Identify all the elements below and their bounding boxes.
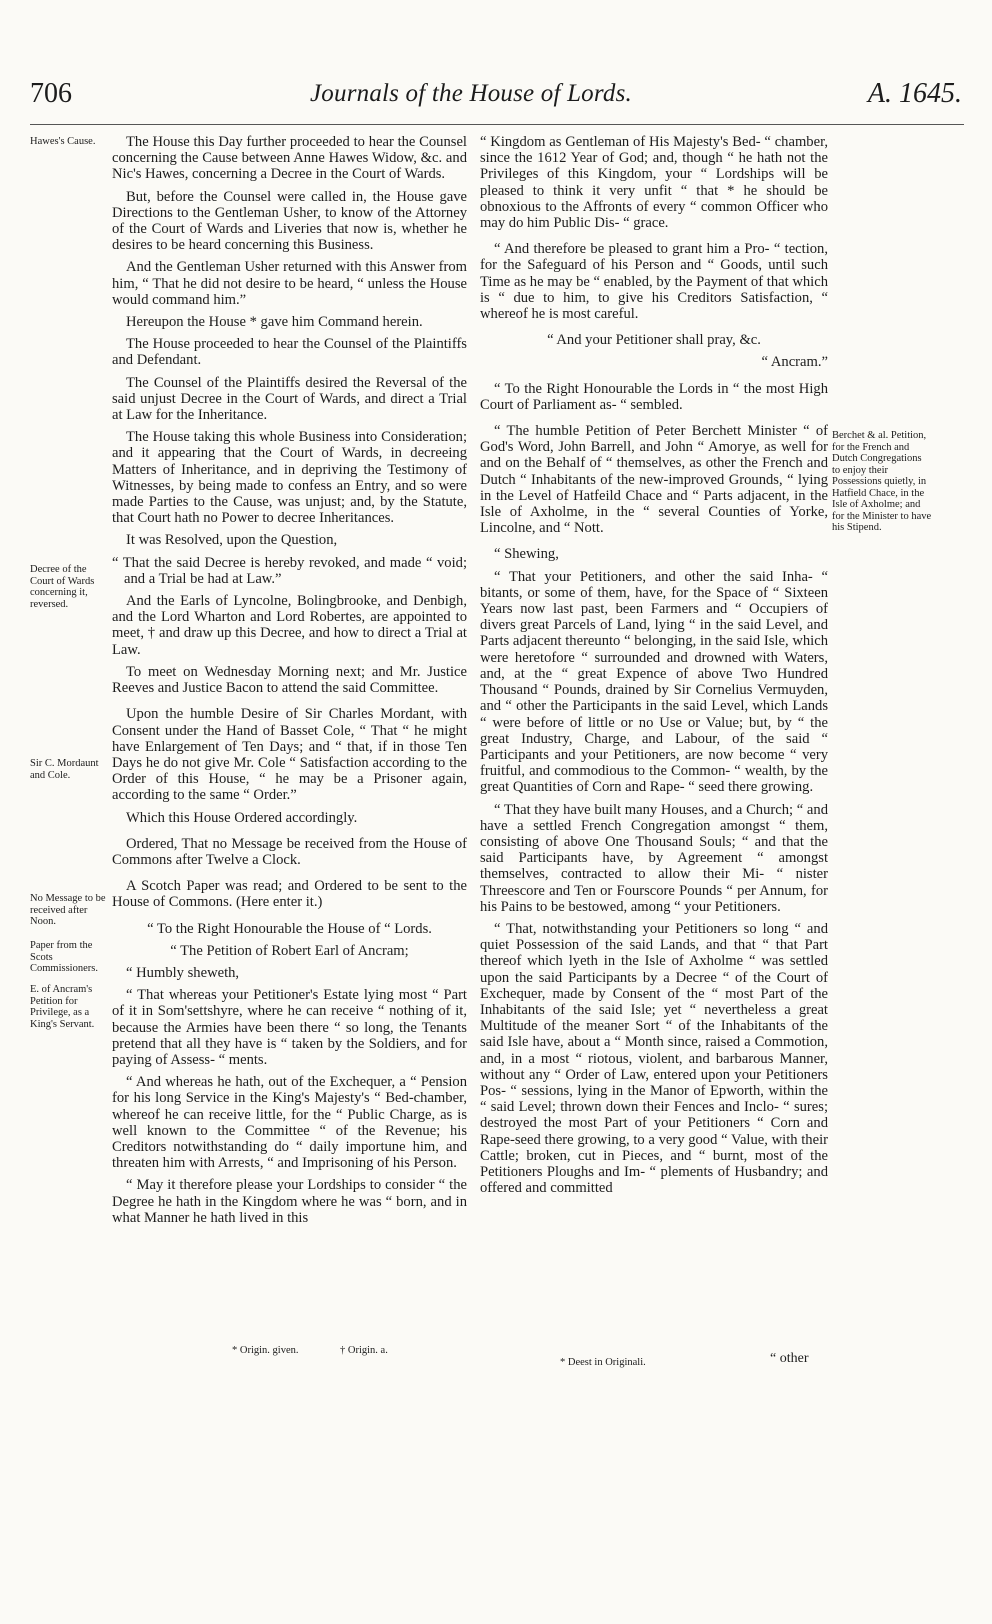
- margin-note: Paper from the Scots Commissioners.: [30, 940, 98, 974]
- signature: “ Ancram.”: [761, 354, 828, 371]
- paragraph: “ Shewing,: [494, 546, 559, 563]
- running-title: Journals of the House of Lords.: [310, 80, 632, 107]
- paragraph: And the Earls of Lyncolne, Bolingbrooke, and Denbigh, and the Lord Wharton and Lord Robertes, are appointed to meet, † and draw up this Decree, and how to direct a Trial at Law.: [112, 593, 467, 658]
- paragraph: “ To the Right Honourable the House of “ Lords.: [147, 920, 432, 937]
- paragraph: And the Gentleman Usher returned with this Answer from him, “ That he did not desire to be heard, “ unless the House would command him.”: [112, 259, 467, 308]
- page-year: A. 1645.: [867, 78, 962, 109]
- margin-note: No Message to be received after Noon.: [30, 893, 106, 927]
- paragraph: “ The Petition of Robert Earl of Ancram;: [170, 942, 409, 959]
- paragraph: A Scotch Paper was read; and Ordered to be sent to the House of Commons. (Here enter it.): [112, 878, 467, 911]
- paragraph: “ That, notwithstanding your Petitioners so long “ and quiet Possession of the said Lands, and that “ that Part thereof which lyeth in the Isle of Axholme “ was settled upon the said Participants by a Decree “ of the Court of Exchequer, made by Consent of the “ most Part of the Inhabitants of the said Isle; yet “ nevertheless a great Multitude of the meaner Sort “ of the Inhabitants of the said Isle have, about a “ Month since, raised a Commotion, and, in a most “ riotous, violent, and barbarous Manner, without any “ Order of Law, entered upon your Petitioners Pos- “ sessions, lying in the Manor of Epworth, within the “ said Level; thrown down their Fences and Inclo- “ sures; destroyed the most Part of your Petitioners “ Corn and Rape-seed there growing, to a very good “ Value, with their Cattle; broken, cut in Pieces, and “ burnt, most of the Petitioners Ploughs and Im- “ plements of Husbandry; and offered and committed: [480, 920, 828, 1197]
- paragraph: The House taking this whole Business into Consideration; and it appearing that the Court of Wards, in decreeing Matters of Inheritance, and in depriving the Testimony of Witnesses, by being made to confess an Entry, and so were made Parties to the Cause, was unjust; and, by the Statute, that Court hath no Power to decree Inheritances.: [112, 429, 467, 527]
- paragraph: The House this Day further proceeded to hear the Counsel concerning the Cause between Anne Hawes Widow, &c. and Nic's Hawes, concerning a Decree in the Court of Wards.: [112, 134, 467, 183]
- catchword: “ other: [770, 1351, 809, 1366]
- margin-note: Decree of the Court of Wards concerning it, reversed.: [30, 564, 95, 610]
- footnote: † Origin. a.: [340, 1345, 388, 1356]
- paragraph: Which this House Ordered accordingly.: [126, 809, 358, 826]
- paragraph: “ And therefore be pleased to grant him a Pro- “ tection, for the Safeguard of his Person and “ Goods, until such Time as he may be “ enabled, by the Payment of that which is “ due to him, to give his Creditors Satisfaction, “ whereof he is most careful.: [480, 241, 828, 323]
- margin-note: E. of Ancram's Petition for Privilege, as a King's Servant.: [30, 984, 95, 1030]
- paragraph: “ And whereas he hath, out of the Exchequer, a “ Pension for his long Service in the King's Majesty's “ Bed-chamber, whereof he can receive little, for the “ Public Charge, as is well known to the Committee “ of the Revenue; his Creditors notwithstanding do “ daily importune him, and threaten him with Arrests, “ and Imprisoning of his Person.: [112, 1074, 467, 1172]
- paragraph: The House proceeded to hear the Counsel of the Plaintiffs and Defendant.: [112, 336, 467, 369]
- left-column: [112, 134, 467, 1232]
- header-rule: [30, 124, 964, 125]
- paragraph: “ And your Petitioner shall pray, &c.: [547, 332, 761, 349]
- page-header: [30, 78, 962, 122]
- paragraph: Hereupon the House * gave him Command herein.: [126, 314, 423, 331]
- paragraph: To meet on Wednesday Morning next; and Mr. Justice Reeves and Justice Bacon to attend the said Committee.: [112, 663, 467, 697]
- paragraph: “ That your Petitioners, and other the said Inha- “ bitants, or some of them, have, for the Space of “ Sixteen Years now last past, been Farmers and “ Occupiers of divers great Parcels of Land, lying “ in the said Level, and Parts adjacent thereunto “ belonging, in the said Isle, which were heretofore “ surrounded and drowned with Waters, and, at the “ great Expence of above Two Hundred Thousand “ Pounds, drained by Sir Cornelius Vermuyden, and “ other the Participants in the said Level, which Lands “ were before of little or no Use or Value; but, by “ the great Industry, Charge, and Labour, of the said “ Participants and your Petitioners, are now become “ very fruitful, and commodious to the Common- “ wealth, by the great Quantities of Corn and Rape- “ seed there growing.: [480, 568, 828, 796]
- paragraph: “ That the said Decree is hereby revoked, and made “ void; and a Trial be had at Law.”: [112, 554, 467, 587]
- footnote: * Deest in Originali.: [560, 1357, 646, 1368]
- paragraph: “ To the Right Honourable the Lords in “ the most High Court of Parliament as- “ sembled.: [480, 380, 828, 413]
- paragraph: Ordered, That no Message be received from the House of Commons after Twelve a Clock.: [112, 835, 467, 868]
- paragraph: But, before the Counsel were called in, the House gave Directions to the Gentleman Usher, to know of the Attorney of the Court of Wards and Liveries that now is, whether he desires to be heard concerning this Business.: [112, 188, 467, 254]
- page-number: 706: [30, 78, 72, 109]
- paragraph: “ Humbly sheweth,: [126, 964, 240, 981]
- paragraph: “ That they have built many Houses, and a Church; “ and have a settled French Congregation amongst “ them, consisting of above One Thousand Souls; “ and that the said Participants have, by Agreement “ amongst themselves, contracted to allow their Mi- “ nister Threescore and Ten or Fourscore Pounds “ per Annum, for his Pains to be bestowed, among “ your Petitioners.: [480, 801, 828, 915]
- paragraph: The Counsel of the Plaintiffs desired the Reversal of the said unjust Decree in the Court of Wards, and direct a Trial at Law for the Inheritance.: [112, 374, 467, 424]
- paragraph: “ May it therefore please your Lordships to consider “ the Degree he hath in the Kingdom where he was “ born, and in what Manner he hath lived in this: [112, 1177, 467, 1226]
- right-column: [480, 134, 828, 1202]
- margin-note: Berchet & al. Petition, for the French and Dutch Congregations to enjoy their Possessions quietly, in Hatfield Chace, in the Isle of Axholme; and for the Minister to have his Stipend.: [832, 430, 932, 533]
- paragraph: It was Resolved, upon the Question,: [126, 532, 338, 549]
- paragraph: “ That whereas your Petitioner's Estate lying most “ Part of it in Som'settshyre, where he can receive “ nothing of it, because the Armies have been there “ so long, the Tenants pretend that all they have is “ taken by the Soldiers, and for paying of Assess- “ ments.: [112, 987, 467, 1068]
- footnote: * Origin. given.: [232, 1345, 299, 1356]
- paragraph: Upon the humble Desire of Sir Charles Mordant, with Consent under the Hand of Basset Cole, “ That “ he might have Enlargement of Ten Days; and “ that, if in those Ten Days he do not give Mr. Cole “ Satisfaction according to the Order of this House, “ he may be a Prisoner again, according to the same “ Order.”: [112, 706, 467, 804]
- paragraph: “ The humble Petition of Peter Berchett Minister “ of God's Word, John Barrell, and John “ Amorye, as well for and on the Behalf of “ themselves, as other the French and Dutch “ Inhabitants of the new-improved Grounds, “ lying in the Level of Hatfeild Chace and “ Parts adjacent, in the Isle of Axholme, in the “ several Counties of Yorke, Lincolne, and “ Nott.: [480, 423, 828, 537]
- margin-note: Hawes's Cause.: [30, 136, 96, 147]
- paragraph: “ Kingdom as Gentleman of His Majesty's Bed- “ chamber, since the 1612 Year of God; and, though “ he hath not the Privileges of this Kingdom, your “ Lordships will be pleased to think it very unfit “ that * he should be obnoxious to the Affronts of every “ common Officer who may do him Public Dis- “ grace.: [480, 134, 828, 232]
- margin-note: Sir C. Mordaunt and Cole.: [30, 758, 99, 781]
